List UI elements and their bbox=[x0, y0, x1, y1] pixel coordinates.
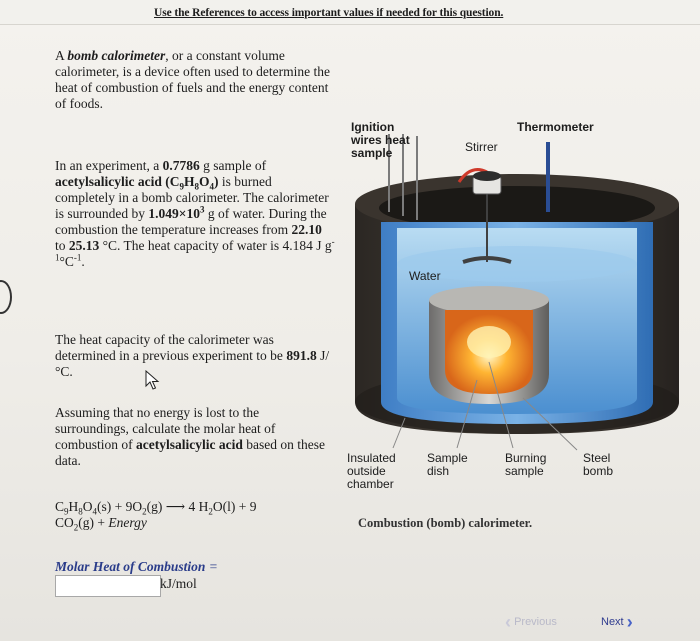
label-burning-sample: Burning sample bbox=[505, 451, 547, 478]
compound-formula: $(C_9H_8O_4)$ bbox=[165, 174, 219, 192]
answer-label: Molar Heat of Combustion = bbox=[55, 559, 218, 574]
calorimeter-heat-capacity: 891.8 bbox=[286, 348, 317, 363]
side-panel-toggle[interactable] bbox=[0, 280, 12, 314]
experiment-paragraph: In an experiment, a 0.7786 g sample of acetylsalicylic acid $(C_9H_8O_4)$ is burned completely in a bomb calorimeter. The calorimeter is surrounded by $1.049\times 10^3$ g of water. During the combustion the temperature increases from 22.10 to 25.13 °C. The heat capacity of water is 4.184 J $g^{-1}^\circ C^{-1}$. bbox=[55, 158, 335, 269]
references-note[interactable]: Use the References to access important values if needed for this question. bbox=[154, 7, 504, 19]
sample-mass: 0.7786 bbox=[162, 158, 200, 173]
intro-paragraph: A bomb calorimeter, or a constant volume calorimeter, is a device often used to determine the heat of combustion of fuels and the energy content of foods. bbox=[55, 48, 330, 111]
label-sample-dish: Sample dish bbox=[427, 451, 468, 478]
combustion-equation: $C_9H_8O_4(s) + 9O_2(g)$ ⟶ 4 $H_2O(l) + 9$ $CO_2(g)$ + Energy bbox=[55, 499, 257, 533]
chevron-left-icon: ‹ bbox=[505, 612, 511, 632]
figure-caption: Combustion (bomb) calorimeter. bbox=[358, 516, 533, 530]
question-paragraph: Assuming that no energy is lost to the surroundings, calculate the molar heat of combustion of acetylsalicylic acid based on these data. bbox=[55, 405, 325, 468]
final-temperature: 25.13 bbox=[68, 238, 100, 253]
label-stirrer: Stirrer bbox=[465, 140, 498, 154]
mouse-pointer-icon bbox=[145, 370, 161, 390]
label-water: Water bbox=[409, 269, 441, 283]
compound-name: acetylsalicylic acid bbox=[55, 174, 162, 189]
label-ignition-wires: Ignition wires heat sample bbox=[351, 120, 410, 160]
bomb-calorimeter-figure bbox=[345, 112, 690, 542]
answer-unit: kJ/mol bbox=[160, 576, 197, 591]
question-compound: acetylsalicylic acid bbox=[136, 437, 243, 452]
initial-temperature: 22.10 bbox=[291, 222, 322, 237]
label-insulated-chamber: Insulated outside chamber bbox=[347, 451, 396, 491]
next-button[interactable]: Next › bbox=[601, 612, 633, 632]
chevron-right-icon: › bbox=[626, 612, 633, 632]
header-bar bbox=[0, 0, 700, 25]
heat-capacity-paragraph: The heat capacity of the calorimeter was determined in a previous experiment to be 891.8 J/°C. bbox=[55, 332, 330, 379]
molar-heat-input[interactable] bbox=[55, 575, 161, 597]
label-steel-bomb: Steel bomb bbox=[583, 451, 614, 478]
water-mass: 1.049×10 bbox=[148, 206, 200, 221]
bomb-calorimeter-term: bomb calorimeter bbox=[67, 48, 166, 63]
label-thermometer: Thermometer bbox=[517, 120, 594, 134]
previous-button[interactable]: ‹ Previous bbox=[505, 612, 557, 632]
